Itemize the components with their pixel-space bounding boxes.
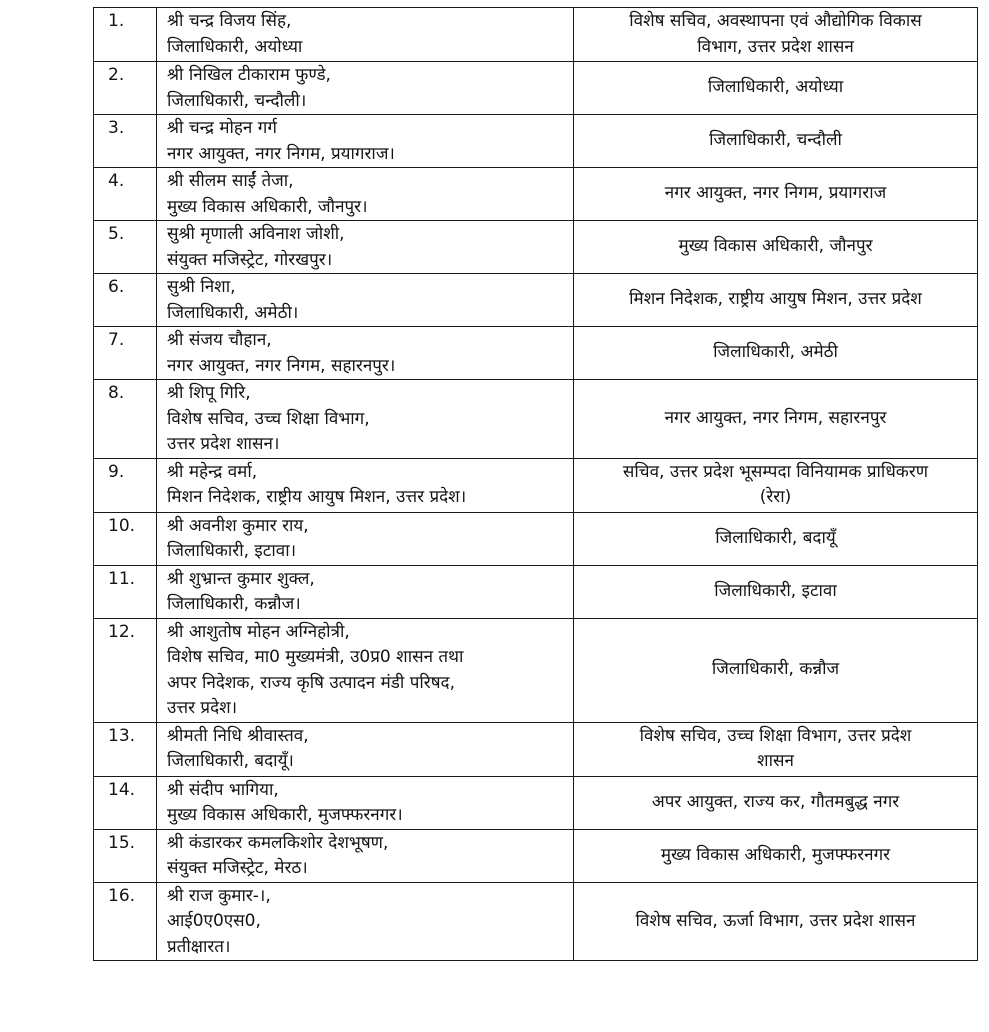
officer-current-post bbox=[157, 512, 574, 565]
officer-line: जिलाधिकारी, बदायूँ। bbox=[167, 751, 294, 771]
officer-line: नगर आयुक्त, नगर निगम, प्रयागराज। bbox=[167, 143, 395, 164]
table-row bbox=[94, 618, 978, 722]
officer-current-post bbox=[157, 327, 574, 380]
officer-current-post bbox=[157, 618, 574, 722]
serial-number: 9. bbox=[94, 458, 157, 512]
new-posting bbox=[574, 62, 978, 115]
posting-line: विभाग, उत्तर प्रदेश शासन bbox=[697, 36, 854, 57]
posting-line: जिलाधिकारी, चन्दौली bbox=[709, 130, 842, 151]
new-posting bbox=[574, 829, 978, 882]
officer-line: मिशन निदेशक, राष्ट्रीय आयुष मिशन, उत्तर प्रदेश। bbox=[167, 487, 467, 507]
officer-line: श्री शुभ्रान्त कुमार शुक्ल, bbox=[167, 568, 315, 589]
serial-number: 12. bbox=[94, 618, 157, 722]
new-posting bbox=[574, 221, 978, 274]
officer-line: श्री सीलम साईं तेजा, bbox=[167, 171, 294, 191]
posting-line: मुख्य विकास अधिकारी, मुजफ्फरनगर bbox=[660, 844, 891, 865]
serial-number: 5. bbox=[94, 221, 157, 274]
posting-line: विशेष सचिव, ऊर्जा विभाग, उत्तर प्रदेश शासन bbox=[635, 910, 916, 931]
officer-line: नगर आयुक्त, नगर निगम, सहारनपुर। bbox=[167, 355, 396, 376]
serial-number: 2. bbox=[94, 62, 157, 115]
table-row bbox=[94, 168, 978, 221]
table-row bbox=[94, 829, 978, 882]
officer-line: प्रतीक्षारत। bbox=[167, 936, 231, 957]
new-posting bbox=[574, 380, 978, 459]
table-row bbox=[94, 512, 978, 565]
officer-line: उत्तर प्रदेश शासन। bbox=[167, 434, 280, 454]
officer-current-post bbox=[157, 115, 574, 168]
posting-line: अपर आयुक्त, राज्य कर, गौतमबुद्ध नगर bbox=[651, 791, 900, 812]
serial-number: 8. bbox=[94, 380, 157, 459]
new-posting bbox=[574, 458, 978, 512]
posting-line: जिलाधिकारी, अमेठी bbox=[713, 342, 838, 363]
officer-current-post bbox=[157, 380, 574, 459]
officer-line: श्री अवनीश कुमार राय, bbox=[167, 515, 309, 536]
new-posting bbox=[574, 327, 978, 380]
table-row bbox=[94, 115, 978, 168]
officer-line: जिलाधिकारी, कन्नौज। bbox=[167, 594, 301, 614]
serial-number: 16. bbox=[94, 882, 157, 961]
officer-line: जिलाधिकारी, अयोध्या bbox=[167, 36, 303, 57]
officer-line: श्रीमती निधि श्रीवास्तव, bbox=[167, 725, 309, 746]
new-posting bbox=[574, 8, 978, 62]
table-row bbox=[94, 8, 978, 62]
posting-line: मुख्य विकास अधिकारी, जौनपुर bbox=[678, 236, 873, 257]
officer-current-post bbox=[157, 458, 574, 512]
serial-number: 10. bbox=[94, 512, 157, 565]
officer-line: श्री निखिल टीकाराम फुण्डे, bbox=[167, 65, 331, 85]
new-posting bbox=[574, 882, 978, 961]
new-posting bbox=[574, 618, 978, 722]
posting-line: जिलाधिकारी, इटावा bbox=[714, 580, 837, 601]
table-row bbox=[94, 62, 978, 115]
table-row bbox=[94, 327, 978, 380]
serial-number: 3. bbox=[94, 115, 157, 168]
serial-number: 15. bbox=[94, 829, 157, 882]
posting-line: मिशन निदेशक, राष्ट्रीय आयुष मिशन, उत्तर प्रदेश bbox=[629, 289, 922, 310]
new-posting bbox=[574, 776, 978, 829]
posting-line: विशेष सचिव, अवस्थापना एवं औद्योगिक विकास bbox=[629, 11, 922, 31]
officer-line: आई0ए0एस0, bbox=[167, 911, 261, 931]
serial-number: 13. bbox=[94, 722, 157, 776]
officer-line: मुख्य विकास अधिकारी, जौनपुर। bbox=[167, 196, 368, 217]
posting-line: नगर आयुक्त, नगर निगम, प्रयागराज bbox=[664, 183, 887, 204]
posting-line: जिलाधिकारी, अयोध्या bbox=[707, 77, 844, 98]
officer-line: जिलाधिकारी, अमेठी। bbox=[167, 302, 299, 323]
officer-line: श्री आशुतोष मोहन अग्निहोत्री, bbox=[167, 621, 350, 642]
officer-line: सुश्री निशा, bbox=[167, 277, 236, 297]
posting-line: सचिव, उत्तर प्रदेश भूसम्पदा विनियामक प्राधिकरण bbox=[622, 461, 929, 482]
officer-line: श्री महेन्द्र वर्मा, bbox=[167, 461, 258, 482]
officer-current-post bbox=[157, 62, 574, 115]
officer-line: संयुक्त मजिस्ट्रेट, गोरखपुर। bbox=[167, 249, 333, 270]
officer-current-post bbox=[157, 8, 574, 62]
table-row bbox=[94, 380, 978, 459]
new-posting bbox=[574, 168, 978, 221]
officer-current-post bbox=[157, 168, 574, 221]
officer-line: उत्तर प्रदेश। bbox=[167, 698, 238, 718]
table-row bbox=[94, 776, 978, 829]
officer-current-post bbox=[157, 882, 574, 961]
posting-line: जिलाधिकारी, बदायूँ bbox=[715, 527, 836, 548]
serial-number: 1. bbox=[94, 8, 157, 62]
new-posting bbox=[574, 512, 978, 565]
officer-current-post bbox=[157, 722, 574, 776]
officer-line: विशेष सचिव, मा0 मुख्यमंत्री, उ0प्र0 शासन तथा bbox=[167, 647, 464, 667]
serial-number: 4. bbox=[94, 168, 157, 221]
new-posting bbox=[574, 115, 978, 168]
officer-line: श्री संजय चौहान, bbox=[167, 330, 272, 350]
table-row bbox=[94, 221, 978, 274]
officer-line: श्री शिपू गिरि, bbox=[167, 383, 251, 403]
officer-line: संयुक्त मजिस्ट्रेट, मेरठ। bbox=[167, 858, 308, 878]
serial-number: 7. bbox=[94, 327, 157, 380]
officer-line: श्री संदीप भागिया, bbox=[167, 779, 279, 800]
table-row bbox=[94, 458, 978, 512]
officer-current-post bbox=[157, 776, 574, 829]
posting-line: शासन bbox=[757, 751, 794, 771]
officer-line: अपर निदेशक, राज्य कृषि उत्पादन मंडी परिषद, bbox=[167, 672, 455, 693]
table-row bbox=[94, 882, 978, 961]
posting-line: (रेरा) bbox=[759, 487, 792, 507]
officer-line: सुश्री मृणाली अविनाश जोशी, bbox=[167, 224, 345, 244]
new-posting bbox=[574, 565, 978, 618]
officer-current-post bbox=[157, 829, 574, 882]
table-body bbox=[94, 8, 978, 961]
officer-line: विशेष सचिव, उच्च शिक्षा विभाग, bbox=[167, 408, 370, 429]
officer-line: श्री कंडारकर कमलकिशोर देशभूषण, bbox=[167, 832, 389, 853]
new-posting bbox=[574, 722, 978, 776]
officer-current-post bbox=[157, 274, 574, 327]
officer-line: श्री चन्द्र मोहन गर्ग bbox=[167, 118, 277, 138]
serial-number: 6. bbox=[94, 274, 157, 327]
serial-number: 11. bbox=[94, 565, 157, 618]
transfer-table bbox=[93, 7, 978, 961]
officer-line: श्री चन्द्र विजय सिंह, bbox=[167, 11, 292, 31]
table-row bbox=[94, 274, 978, 327]
posting-line: जिलाधिकारी, कन्नौज bbox=[711, 659, 840, 680]
officer-line: जिलाधिकारी, चन्दौली। bbox=[167, 90, 307, 111]
posting-line: नगर आयुक्त, नगर निगम, सहारनपुर bbox=[664, 408, 887, 428]
officer-line: जिलाधिकारी, इटावा। bbox=[167, 541, 297, 561]
new-posting bbox=[574, 274, 978, 327]
table-row bbox=[94, 722, 978, 776]
officer-current-post bbox=[157, 221, 574, 274]
posting-line: विशेष सचिव, उच्च शिक्षा विभाग, उत्तर प्रदेश bbox=[639, 725, 912, 746]
table-row bbox=[94, 565, 978, 618]
officer-line: मुख्य विकास अधिकारी, मुजफ्फरनगर। bbox=[167, 805, 403, 825]
serial-number: 14. bbox=[94, 776, 157, 829]
officer-current-post bbox=[157, 565, 574, 618]
officer-line: श्री राज कुमार-।, bbox=[167, 885, 271, 906]
